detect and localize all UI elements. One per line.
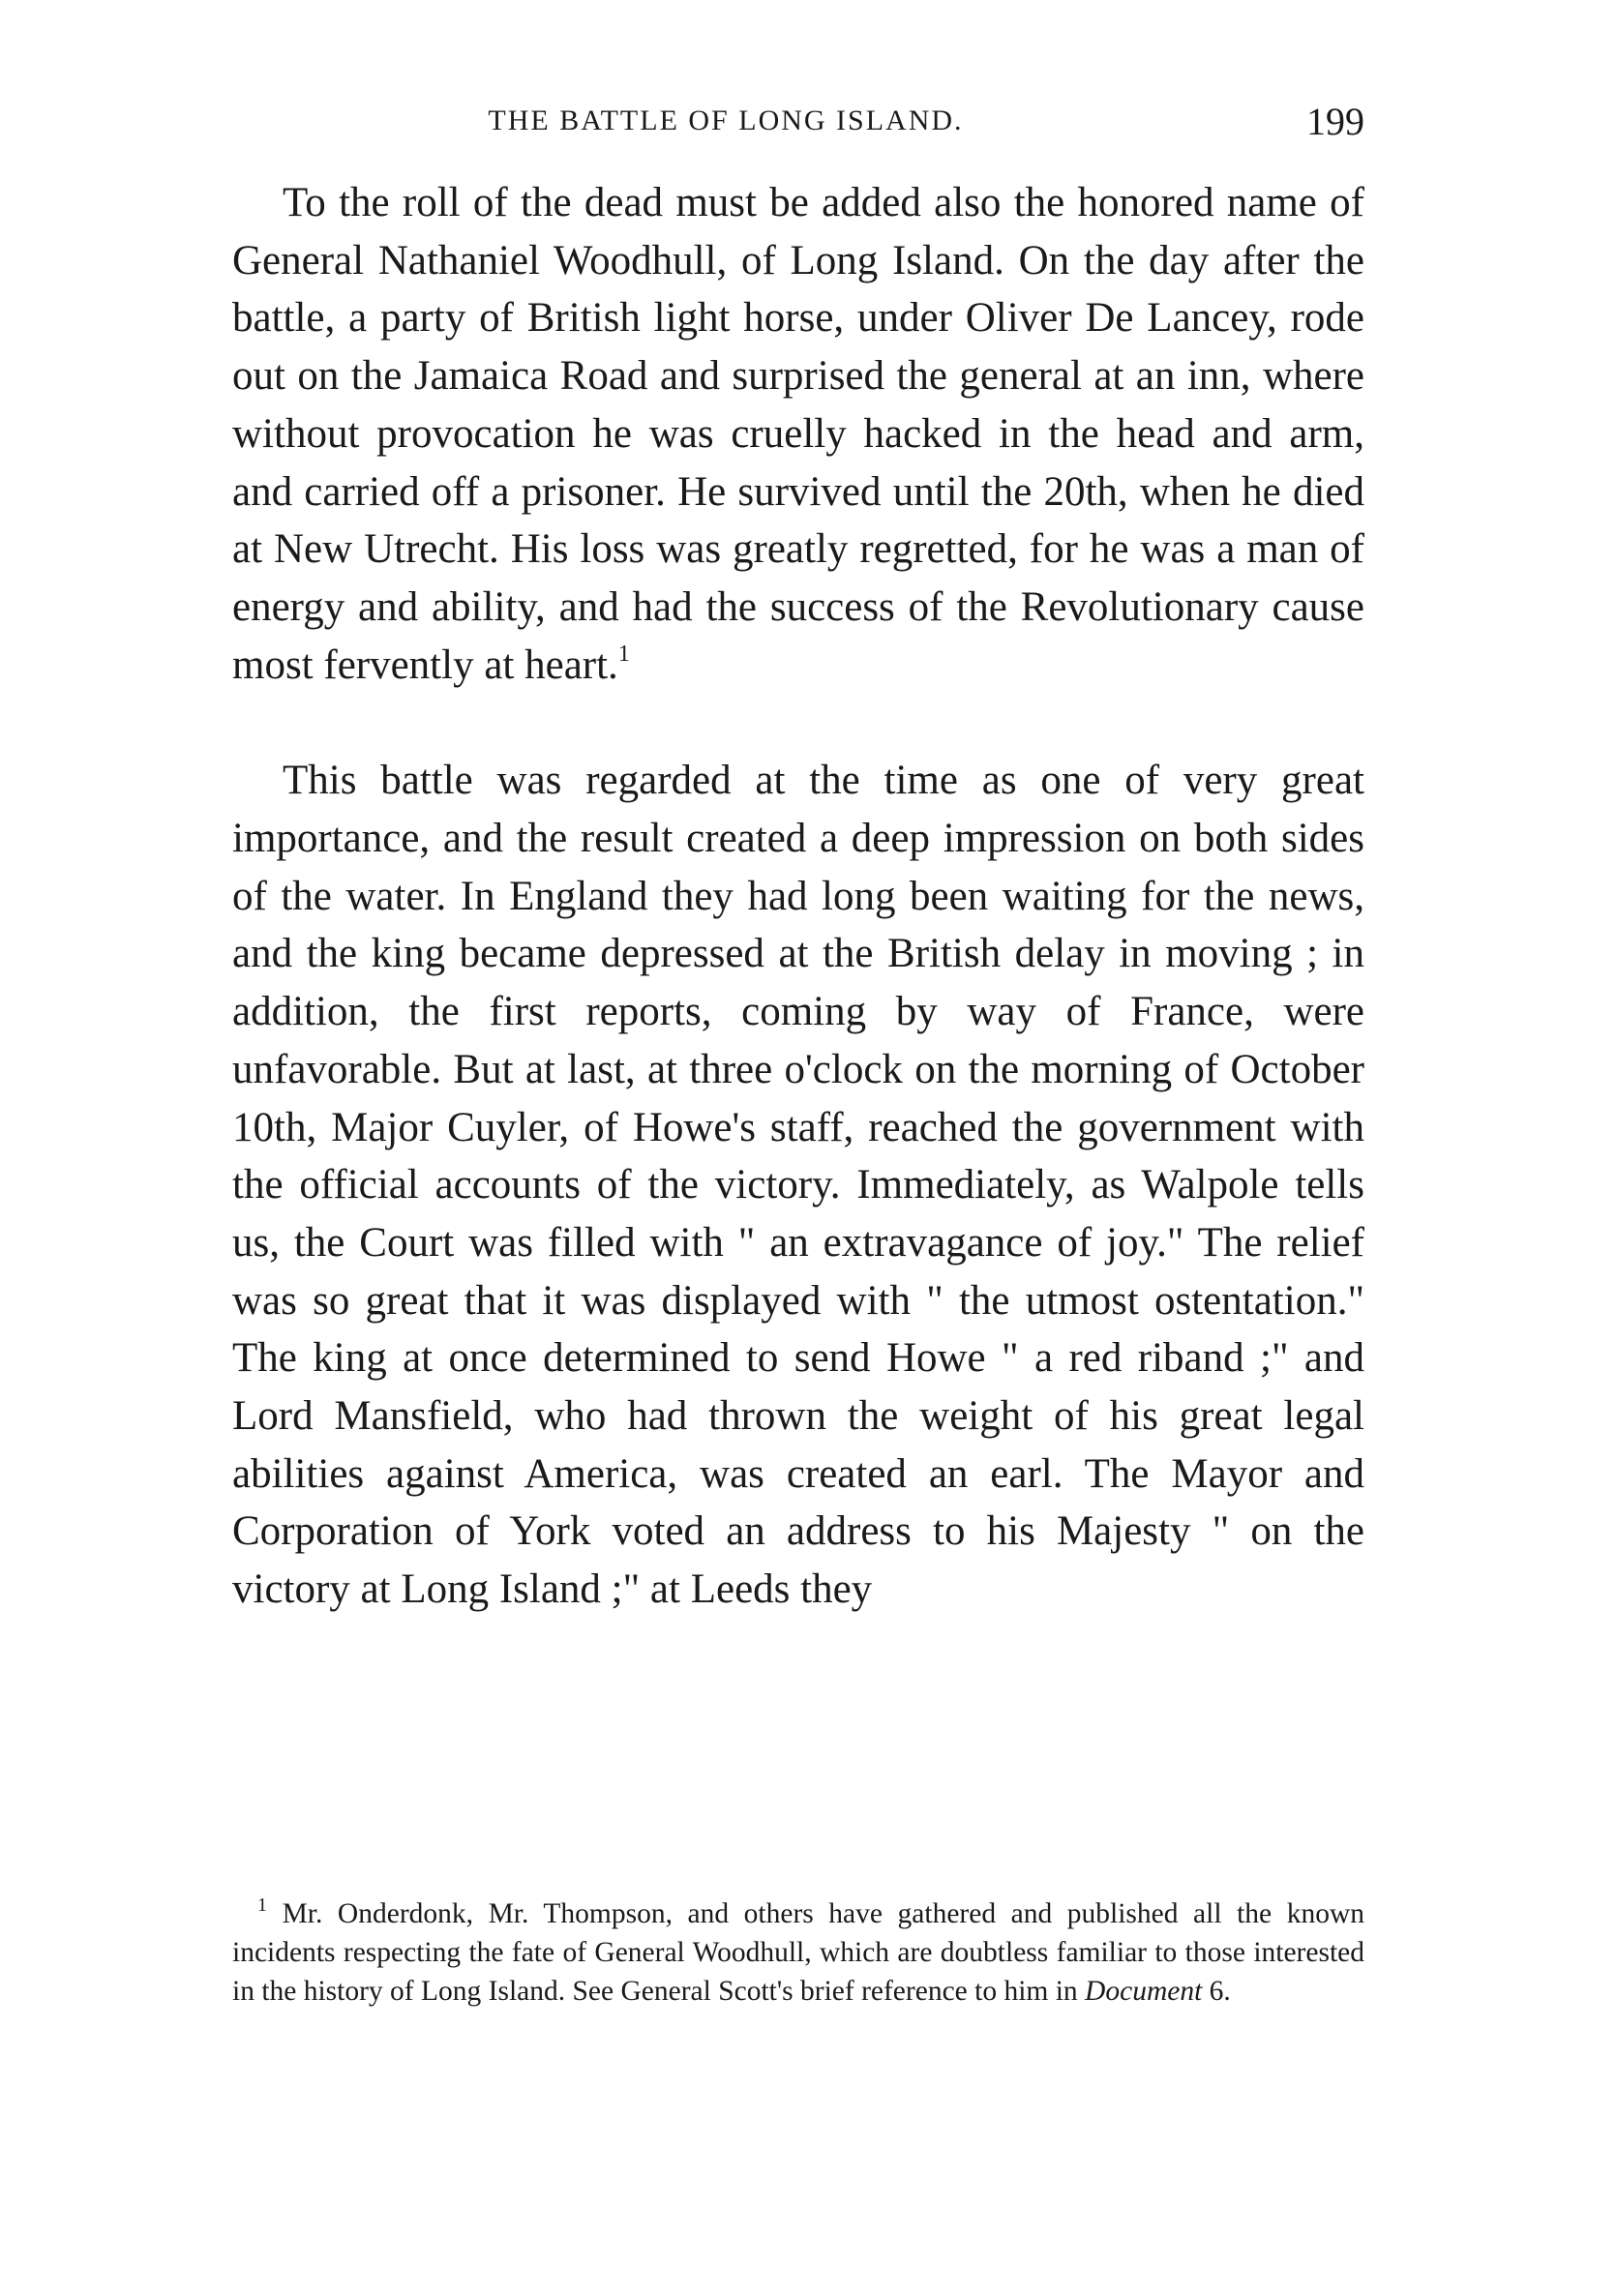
- paragraph-text: This battle was regarded at the time as one of very great importance, and the result created a deep impression on both sides of the water. In England they had long been waiting for the news, and the king became depressed at the British delay in moving ; in addition, the first reports, coming by way of France, were unfavorable. But at last, at three o'clock on the morning of October 10th, Major Cuyler, of Howe's staff, reached the government with the official accounts of the victory. Immediately, as Walpole tells us, the Court was filled with " an extravagance of joy." The relief was so great that it was displayed with " the utmost ostentation." The king at once determined to send Howe " a red riband ;" and Lord Mansfield, who had thrown the weight of his great legal abilities against America, was created an earl. The Mayor and Corporation of York voted an address to his Majesty " on the victory at Long Island ;" at Leeds they: [232, 758, 1364, 1613]
- running-title: THE BATTLE OF LONG ISLAND.: [488, 104, 964, 136]
- page-number: 199: [1306, 100, 1364, 143]
- footnote-tail: 6.: [1209, 1976, 1231, 2007]
- footnotes: [232, 1894, 1364, 2011]
- paragraph-woodhull: [232, 174, 1364, 694]
- footnote-italic-title: Document: [1085, 1976, 1203, 2007]
- footnote-mark: 1: [257, 1894, 267, 1916]
- paragraph-battle-importance: [232, 752, 1364, 1619]
- footnote: [232, 1894, 1364, 2011]
- running-head: [232, 99, 1364, 147]
- footnote-reference: 1: [617, 641, 630, 667]
- body-text: [232, 174, 1364, 1619]
- footnote-text: Mr. Onderdonk, Mr. Thompson, and others have gathered and published all the known incidents respecting the fate of General Woodhull, which are doubtless familiar to those interested in the history of Long Island. See General Scott's brief reference to him in: [232, 1898, 1364, 2007]
- paragraph-text: To the roll of the dead must be added also the honored name of General Nathaniel Woodhull, of Long Island. On the day after the battle, a party of British light horse, under Oliver De Lancey, rode out on the Jamaica Road and surprised the general at an inn, where without provocation he was cruelly hacked in the head and arm, and carried off a prisoner. He survived until the 20th, when he died at New Utrecht. His loss was greatly regretted, for he was a man of energy and ability, and had the success of the Revolutionary cause most fervently at heart.: [232, 180, 1364, 688]
